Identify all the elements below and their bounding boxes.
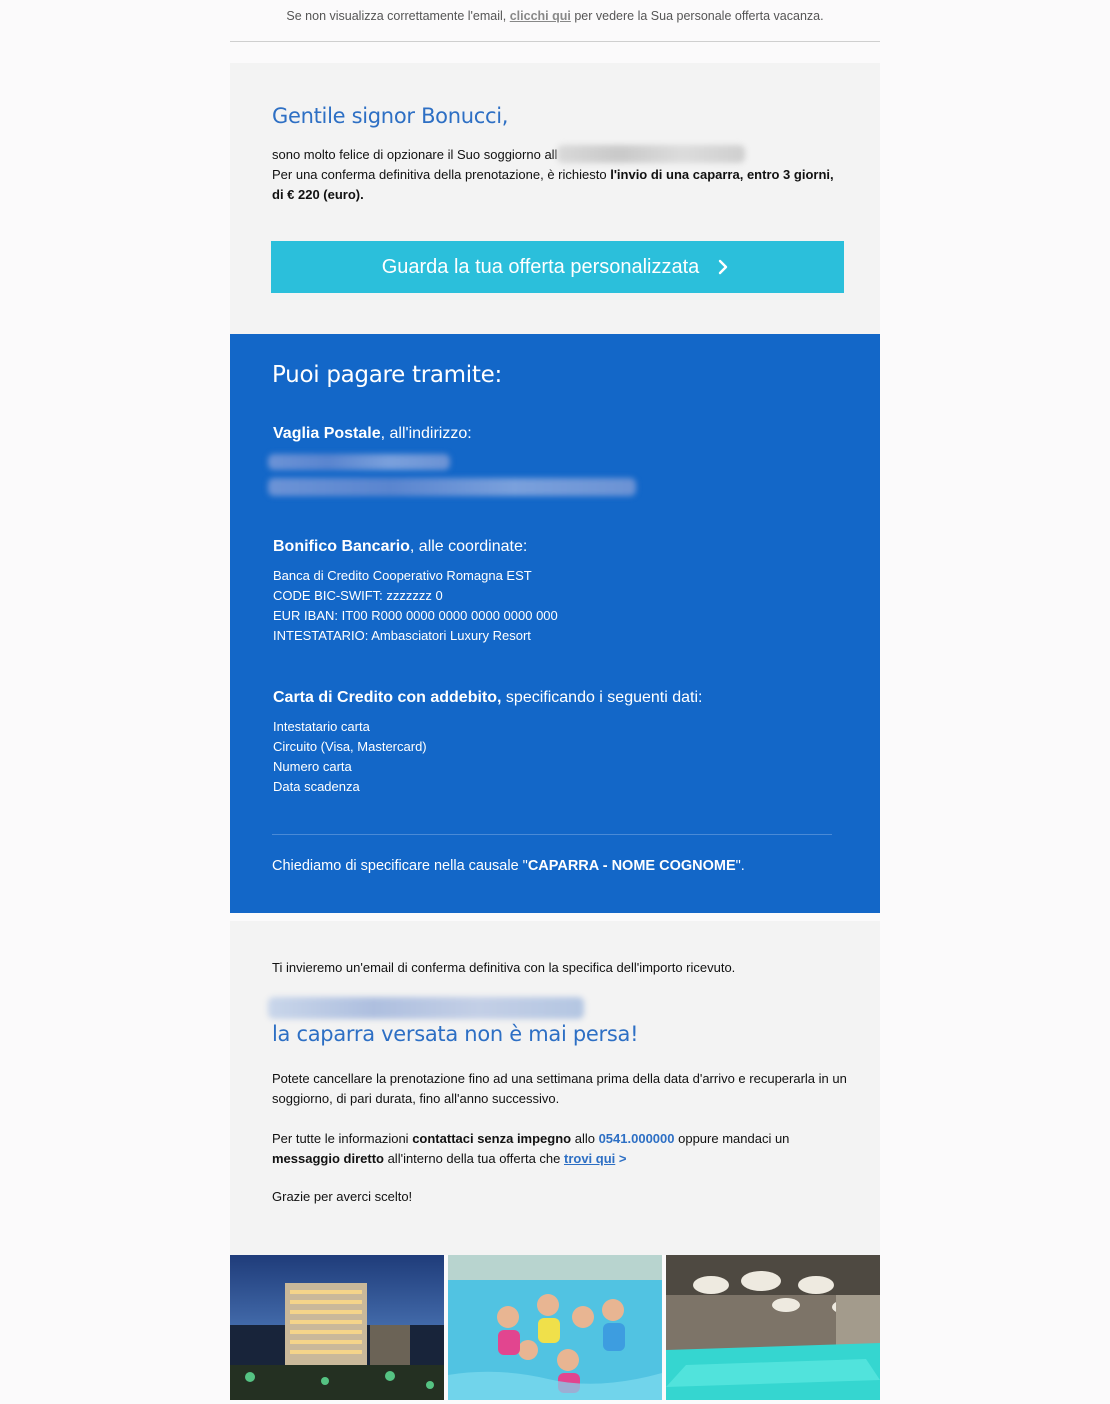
contact-text [272,1129,847,1169]
causale-end: ". [735,858,745,874]
cancellation-text: Potete cancellare la prenotazione fino ad una settimana prima della data d'arrivo e recuperarla in un soggiorno, di pari durata, fino all'anno successivo. [272,1071,847,1106]
note-text-before: Se non visualizza correttamente l'email, [286,9,510,23]
intro-text [272,145,842,205]
view-offer-button[interactable] [271,241,844,293]
confirmation-text: Ti invieremo un'email di conferma definitiva con la specifica dell'importo ricevuto. [272,960,736,975]
payment-panel [230,334,880,913]
note-text-after: per vedere la Sua personale offerta vacanza. [570,9,824,23]
contact-part-3: oppure mandaci un [674,1131,790,1146]
causale-note [272,858,745,874]
card-field-number: Numero carta [273,759,352,774]
intro-line-2: Per una conferma definitiva della prenotazione, è richiesto [272,167,611,182]
greeting-panel [230,63,880,334]
top-divider [230,41,880,42]
contact-bold-2: messaggio diretto [272,1151,384,1166]
thanks-text: Grazie per averci scelto! [272,1189,413,1204]
bank-details [273,566,558,646]
hotel-night-photo [230,1255,444,1400]
contact-bold-1: contattaci senza impegno [412,1131,572,1146]
chevron-right-icon [713,257,733,277]
contact-part-4: all'interno della tua offerta che [383,1151,564,1166]
vaglia-rest: , all'indirizzo: [380,425,472,442]
redacted-address [268,454,636,496]
carta-title [273,689,702,707]
account-holder: INTESTATARIO: Ambasciatori Luxury Resort [273,628,531,643]
causale-value: CAPARRA - NOME COGNOME [527,858,736,874]
bonifico-label: Bonifico Bancario [273,538,410,555]
redacted-hotel-name [557,145,745,163]
carta-rest: specificando i seguenti dati: [501,689,703,706]
bank-name: Banca di Credito Cooperativo Romagna EST [273,568,532,583]
contact-part-2: allo [571,1131,599,1146]
intro-line-1: sono molto felice di opzionare il Suo soggiorno all [272,147,558,162]
view-online-note [0,9,1110,23]
vaglia-title [273,425,472,443]
greeting-title: Gentile signor Bonucci, [272,104,509,128]
offer-link[interactable]: trovi qui [564,1151,616,1166]
bic-swift: CODE BIC-SWIFT: zzzzzzz 0 [273,588,443,603]
causale-text: Chiediamo di specificare nella causale " [272,858,528,874]
carta-label: Carta di Credito con addebito, [273,689,502,706]
offer-link-arrow[interactable]: > [615,1151,627,1166]
bonifico-rest: , alle coordinate: [409,538,528,555]
contact-part-1: Per tutte le informazioni [272,1131,413,1146]
photo-strip [230,1255,880,1400]
card-fields-list [273,717,427,797]
closing-panel [230,921,880,1255]
view-online-link[interactable]: clicchi qui [509,9,571,23]
payment-divider [272,834,832,835]
kids-pool-photo [448,1255,662,1400]
bonifico-title [273,538,527,556]
deposit-requirement: l'invio di una caparra, entro 3 giorni, di € 220 (euro). [272,167,834,202]
payment-title: Puoi pagare tramite: [272,362,502,388]
iban: EUR IBAN: IT00 R000 0000 0000 0000 0000 000 [273,608,558,623]
spa-pool-photo [666,1255,880,1400]
card-field-holder: Intestatario carta [273,719,370,734]
deposit-safe-title: la caparra versata non è mai persa! [272,1022,639,1046]
view-offer-button-label: Guarda la tua offerta personalizzata [381,255,700,278]
card-field-circuit: Circuito (Visa, Mastercard) [273,739,427,754]
vaglia-label: Vaglia Postale [273,425,381,442]
redacted-subtitle [268,997,584,1020]
phone-number[interactable]: 0541.000000 [598,1131,675,1146]
card-field-expiry: Data scadenza [273,779,360,794]
